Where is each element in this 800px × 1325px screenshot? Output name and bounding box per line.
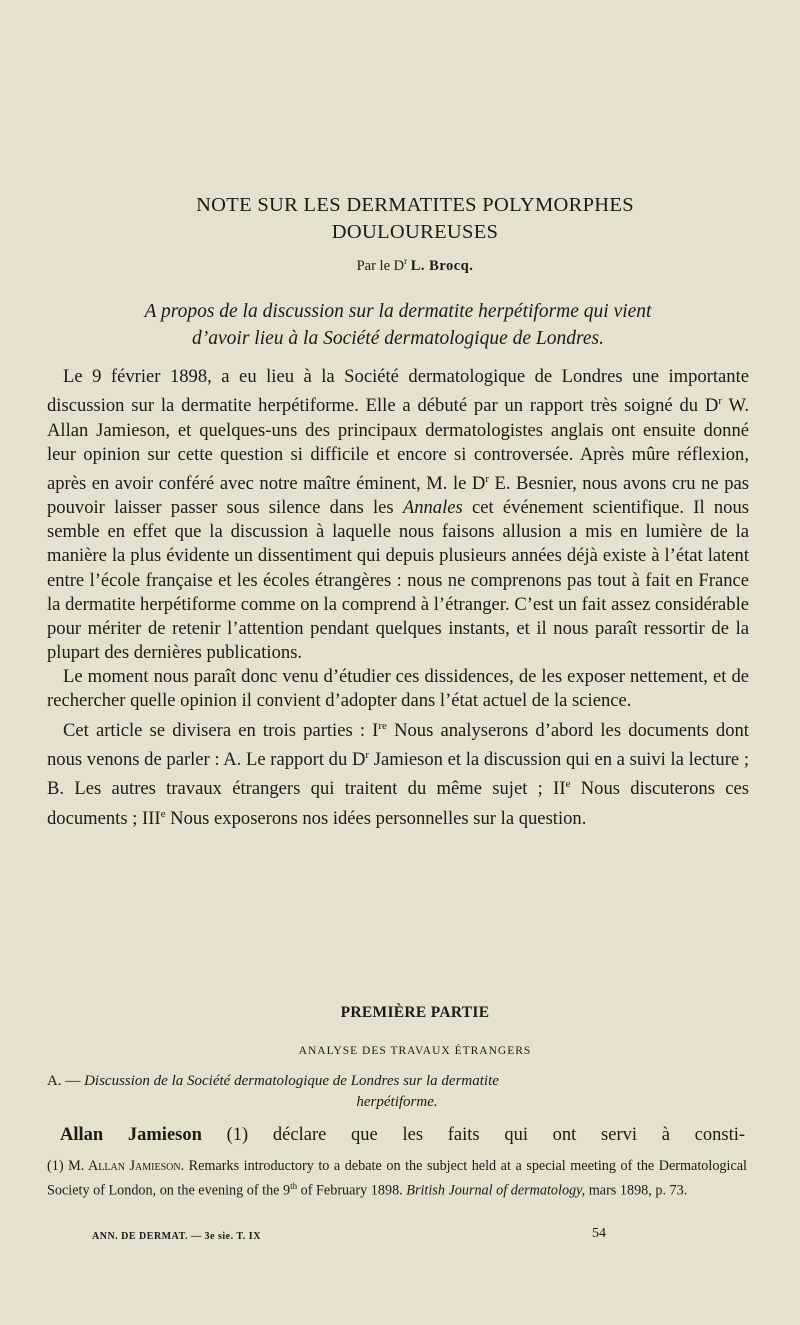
p1-sup-2: r xyxy=(485,472,489,485)
p3-text-b: Nous analyserons d’abord les documents dont nous venons de parler : A. Le rapport du D xyxy=(47,719,749,771)
p3-sup-4: e xyxy=(160,807,166,820)
footnote xyxy=(47,1156,747,1201)
analysis-heading: ANALYSE DES TRAVAUX ÉTRANGERS xyxy=(298,1045,532,1057)
subtitle-line-1: A propos de la discussion sur la dermatite herpétiforme qui vient xyxy=(144,301,652,322)
p1-text-a: Le 9 février 1898, a eu lieu à la Société dermatologique de Londres une importante discussion sur la dermatite herpétiforme. Elle a débuté par un rapport très soigné du D xyxy=(47,366,749,417)
allan-paragraph xyxy=(60,1123,745,1147)
p3-sup-3: e xyxy=(565,778,571,791)
footnote-author: M. Allan Jamieson. xyxy=(68,1158,185,1174)
footnote-text-a: Remarks introductory to a debate on the subject held at a special meeting of the Dermatological Society of London, on the evening of the 9 xyxy=(47,1158,747,1199)
byline-prefix: Par le D xyxy=(356,257,405,274)
footnote-text-c: mars 1898, p. 73. xyxy=(585,1182,688,1199)
title-line-1: NOTE SUR LES DERMATITES POLYMORPHES xyxy=(196,194,634,216)
byline-prefix-sup: r xyxy=(404,256,408,266)
p3-text-c: Jamieson et la discussion qui en a suivi la lecture ; B. Les autres travaux étrangers qui traitent du même sujet ; II xyxy=(47,749,749,800)
footnote-sup: th xyxy=(290,1181,298,1191)
p3-sup-2: r xyxy=(365,748,370,761)
footnote-text-b: of February 1898. xyxy=(297,1182,407,1199)
paragraph-1 xyxy=(47,365,749,665)
paragraph-3 xyxy=(47,714,749,831)
page-number: 54 xyxy=(592,1226,606,1241)
paragraph-2: Le moment nous paraît donc venu d’étudier ces dissidences, de les exposer nettement, et de rechercher quelle opinion il convient d’adopter dans l’état actuel de la science. xyxy=(47,666,749,712)
footnote-journal: British Journal of dermatology, xyxy=(406,1182,586,1199)
p1-text-d: cet événement scientifique. Il nous semble en effet que la discussion à laquelle nous faisons allusion a mis en lumière de la manière la plus évidente un dissentiment qui depuis plusieurs années déjà existe à l’état latent entre l’école française et les écoles étrangères : nous ne comprenons pas tout à fait en France la dermatite herpétiforme comme on la comprend à l’étranger. C’est un fait assez considérable pour mériter de retenir l’attention pendant quelques instants, et il nous paraît ressortir de la plupart des dernières publications. xyxy=(47,497,749,664)
subtitle xyxy=(48,298,748,352)
p3-text-a: Cet article se divisera en trois parties : I xyxy=(63,719,379,741)
p3-text-e: Nous exposerons nos idées personnelles sur la question. xyxy=(165,807,587,829)
p3-sup-1: re xyxy=(378,719,387,732)
article-title xyxy=(60,192,770,246)
p1-sup-1: r xyxy=(718,395,722,408)
allan-name: Allan Jamieson xyxy=(60,1125,202,1145)
section-line-2: herpétiforme. xyxy=(356,1094,438,1110)
part-heading: PREMIÈRE PARTIE xyxy=(340,1004,490,1021)
byline xyxy=(60,256,770,275)
section-line-1: Discussion de la Société dermatologique de Londres sur la dermatite xyxy=(84,1073,499,1089)
section-heading xyxy=(47,1071,747,1113)
p3-text-d: Nous discuterons ces documents ; III xyxy=(47,778,749,829)
p1-italic-annales: Annales xyxy=(402,497,463,519)
footnote-mark: (1) xyxy=(47,1158,64,1174)
p1-text-b: W. Allan Jamieson, et quelques-uns des principaux dermatologistes anglais ont ensuite donné leur opinion sur cette question si difficile et encore si controversée. Après mûre réflexion, après en avoir conféré avec notre maître éminent, M. le D xyxy=(47,395,749,494)
p1-text-c: E. Besnier, nous avons cru ne pas pouvoir laisser passer sous silence dans les xyxy=(47,473,749,519)
article-body xyxy=(47,365,749,831)
section-letter: A. — xyxy=(47,1073,81,1089)
footer-journal-ref: ANN. DE DERMAT. — 3e sie. T. IX xyxy=(92,1231,261,1242)
subtitle-line-2: d’avoir lieu à la Société dermatologique de Londres. xyxy=(192,328,604,349)
author-name: L. Brocq. xyxy=(410,257,474,274)
allan-text: (1) déclare que les faits qui ont servi à consti- xyxy=(226,1125,746,1145)
title-line-2: DOULOUREUSES xyxy=(331,221,499,243)
